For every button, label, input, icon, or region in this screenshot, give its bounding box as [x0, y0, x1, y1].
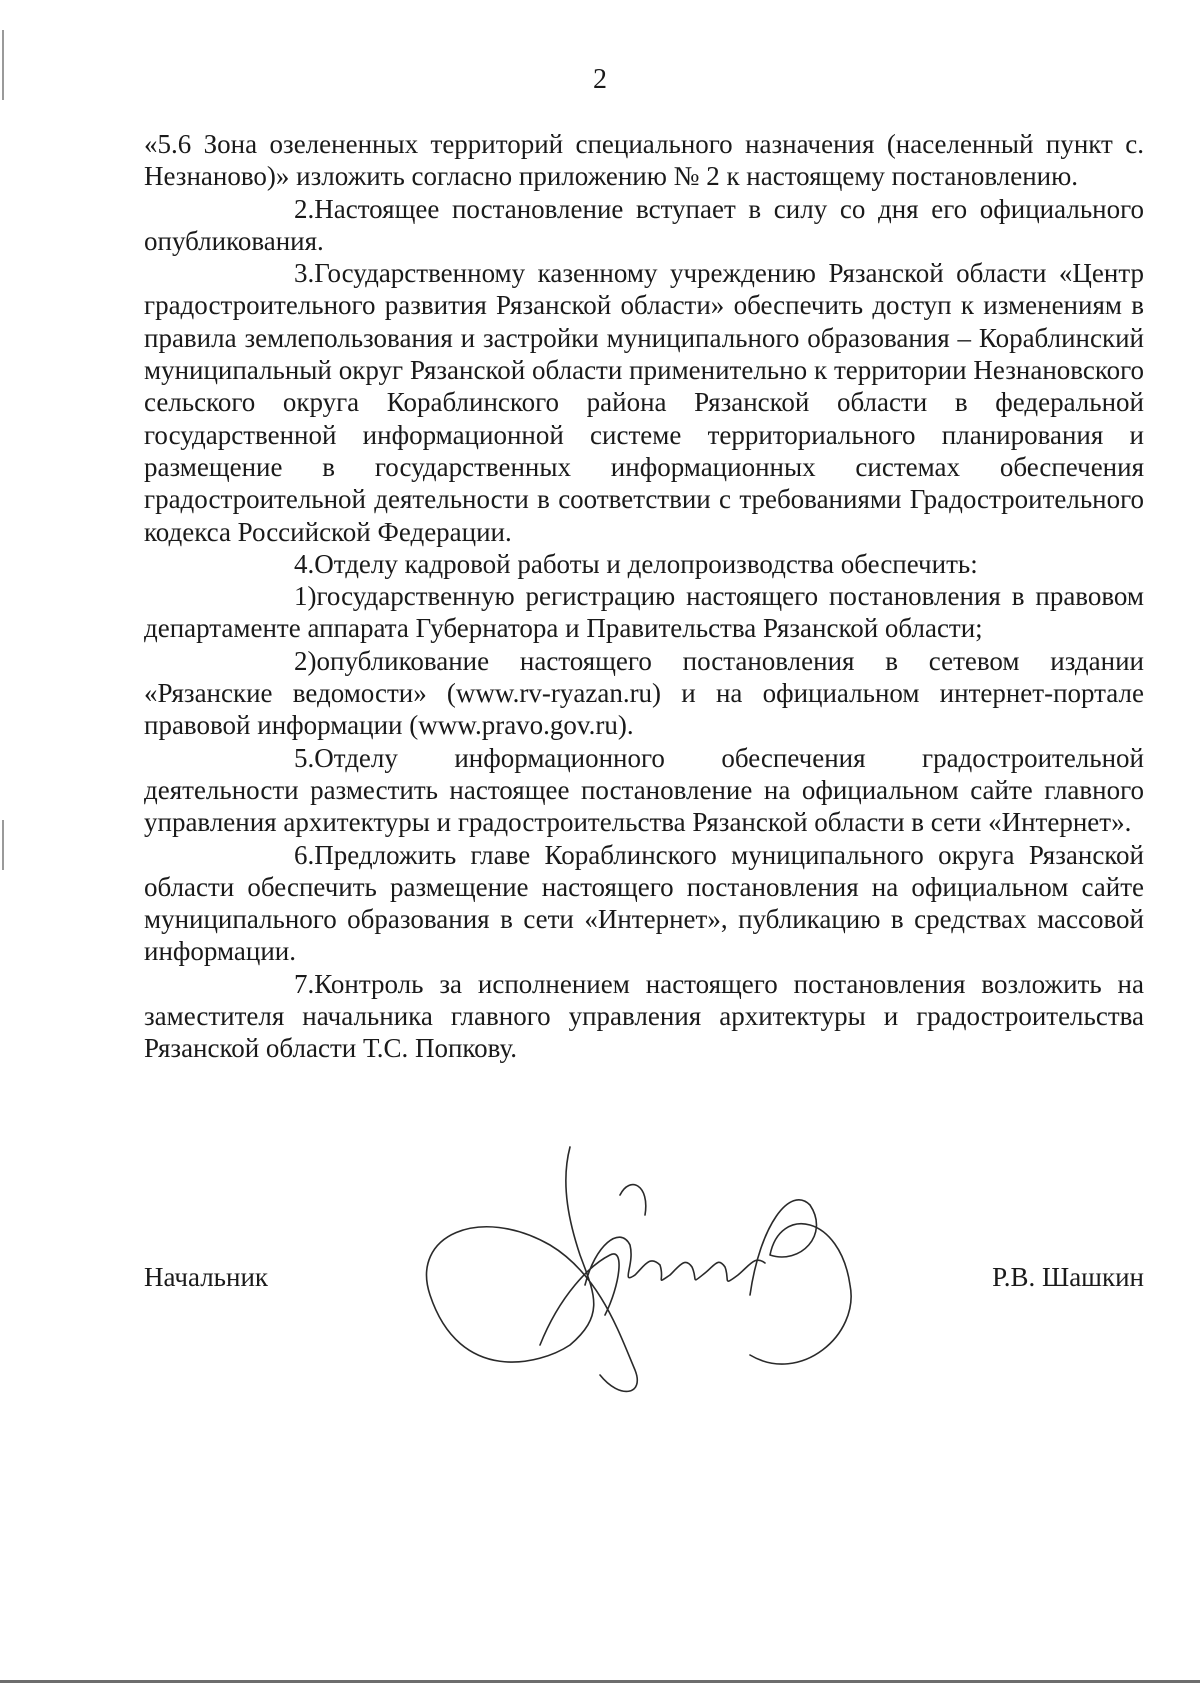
handwritten-signature — [420, 1145, 880, 1405]
signatory-position: Начальник — [144, 1262, 269, 1292]
paragraph-4-1: 1)государственную регистрацию настоящего постановления в правовом департаменте аппарата Губернатора и Правительства Рязанской области; — [144, 581, 1144, 644]
item-number: 2) — [294, 645, 317, 676]
page-number: 2 — [593, 64, 607, 95]
scan-bottom-line — [0, 1680, 1200, 1683]
paragraph-2: 2.Настоящее постановление вступает в силу со дня его официального опубликования. — [144, 193, 1144, 256]
paragraph-6: 6.Предложить главе Кораблинского муниципального округа Рязанской области обеспечить размещение настоящего постановления на официальном сайте муниципального образования в сети «Интернет», публикацию в средствах массовой информации. — [144, 839, 1144, 967]
item-number: 6. — [294, 839, 315, 870]
item-number: 7. — [294, 968, 315, 999]
item-number: 5. — [294, 742, 315, 773]
item-number: 3. — [294, 258, 315, 289]
document-body — [144, 128, 1144, 1065]
paragraph-7: 7.Контроль за исполнением настоящего постановления возложить на заместителя начальника главного управления архитектуры и градостроительства Рязанской области Т.С. Попкову. — [144, 968, 1144, 1064]
paragraph-3: 3.Государственному казенному учреждению Рязанской области «Центр градостроительного развития Рязанской области» обеспечить доступ к изменениям в правила землепользования и застройки муниципального образования – Кораблинский муниципальный округ Рязанской области применительно к территории Незнановского сельского округа Кораблинского района Рязанской области в федеральной государственной информационной системе территориального планирования и размещение в государственных информационных системах обеспечения градостроительной деятельности в соответствии с требованиями Градостроительного кодекса Российской Федерации. — [144, 258, 1144, 547]
paragraph-5: 5.Отделу информационного обеспечения градостроительной деятельности разместить настоящее постановление на официальном сайте главного управления архитектуры и градостроительства Рязанской области в сети «Интернет». — [144, 742, 1144, 838]
item-number: 2. — [294, 193, 315, 224]
paragraph-4-2: 2)опубликование настоящего постановления в сетевом издании «Рязанские ведомости» (www.rv-ryazan.ru) и на официальном интернет-портале правовой информации (www.pravo.gov.ru). — [144, 645, 1144, 741]
paragraph-4: 4.Отделу кадровой работы и делопроизводства обеспечить: — [144, 548, 1144, 580]
item-number: 4. — [294, 548, 315, 579]
paragraph-intro: «5.6 Зона озелененных территорий специального назначения (населенный пункт с. Незнаново)» изложить согласно приложению № 2 к настоящему постановлению. — [144, 129, 1144, 192]
scan-edge-mark — [2, 820, 4, 870]
signatory-name: Р.В. Шашкин — [992, 1262, 1144, 1292]
item-number: 1) — [294, 581, 317, 612]
